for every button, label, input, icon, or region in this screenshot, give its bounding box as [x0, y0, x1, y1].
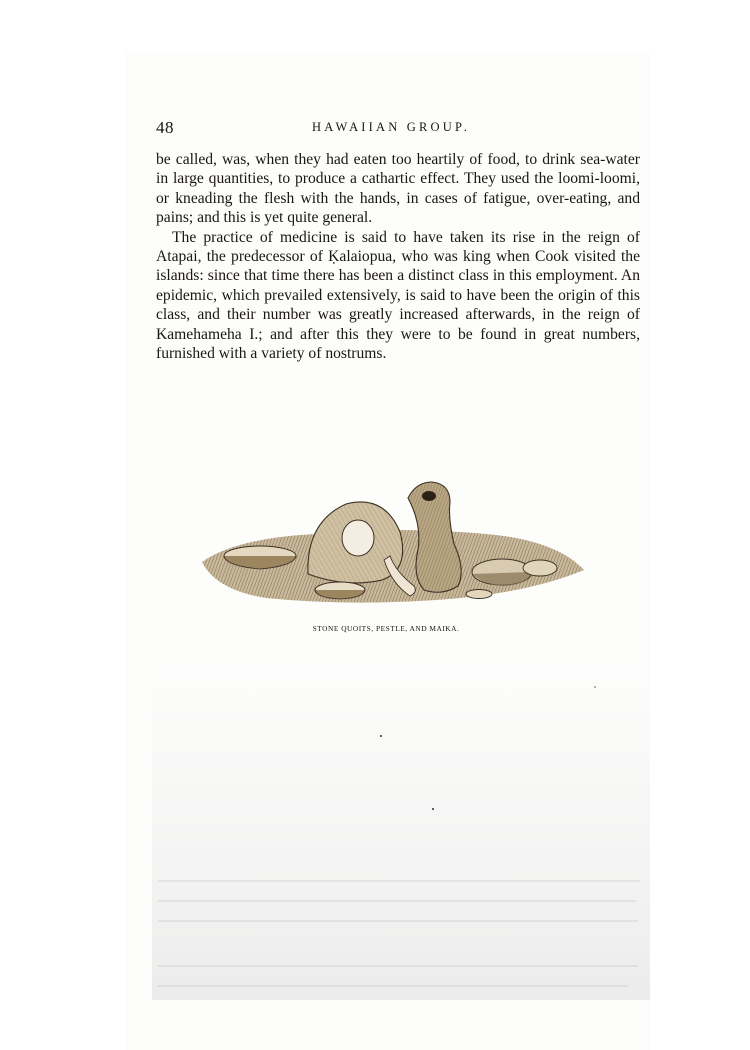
ring-hole: [342, 520, 374, 556]
show-through-line: [158, 920, 638, 922]
show-through-line: [158, 880, 640, 882]
maika-stone-small: [523, 560, 557, 576]
paragraph-continuation: be called, was, when they had eaten too heartily of food, to drink sea-water in large quantities, to produce a cathartic effect. They used the loomi-loomi, or kneading the flesh with the hands, in cases of fatigue, over-eating, and pains; and this is yet quite general.: [156, 151, 640, 227]
page-number: 48: [156, 118, 174, 137]
show-through-line: [158, 985, 628, 987]
ink-speck: [380, 735, 382, 737]
engraving-stone-quoits-pestle-maika: [196, 474, 588, 610]
show-through-line: [158, 965, 638, 967]
show-through-shadow: [152, 660, 650, 1000]
show-through-line: [158, 900, 636, 902]
figure-caption: STONE QUOITS, PESTLE, AND MAIKA.: [312, 624, 460, 633]
page-header: [156, 118, 640, 140]
small-disc-right: [466, 590, 492, 599]
pestle-eye: [422, 491, 436, 501]
ink-speck: [594, 686, 596, 688]
ink-speck: [432, 808, 434, 810]
body-text: [156, 150, 640, 363]
paragraph-medicine: The practice of medicine is said to have taken its rise in the reign of Atapai, the predecessor of Ḳalaiopua, who was king when Cook visited the islands: since that time there has been a distinct class in this employment. An epidemic, which prevailed extensively, is said to have been the origin of this class, and their number was greatly increased afterwards, in the reign of Kamehameha I.; and after this they were to be found in great numbers, furnished with a variety of nostrums.: [156, 228, 640, 363]
running-head: HAWAIIAN GROUP.: [312, 120, 471, 134]
